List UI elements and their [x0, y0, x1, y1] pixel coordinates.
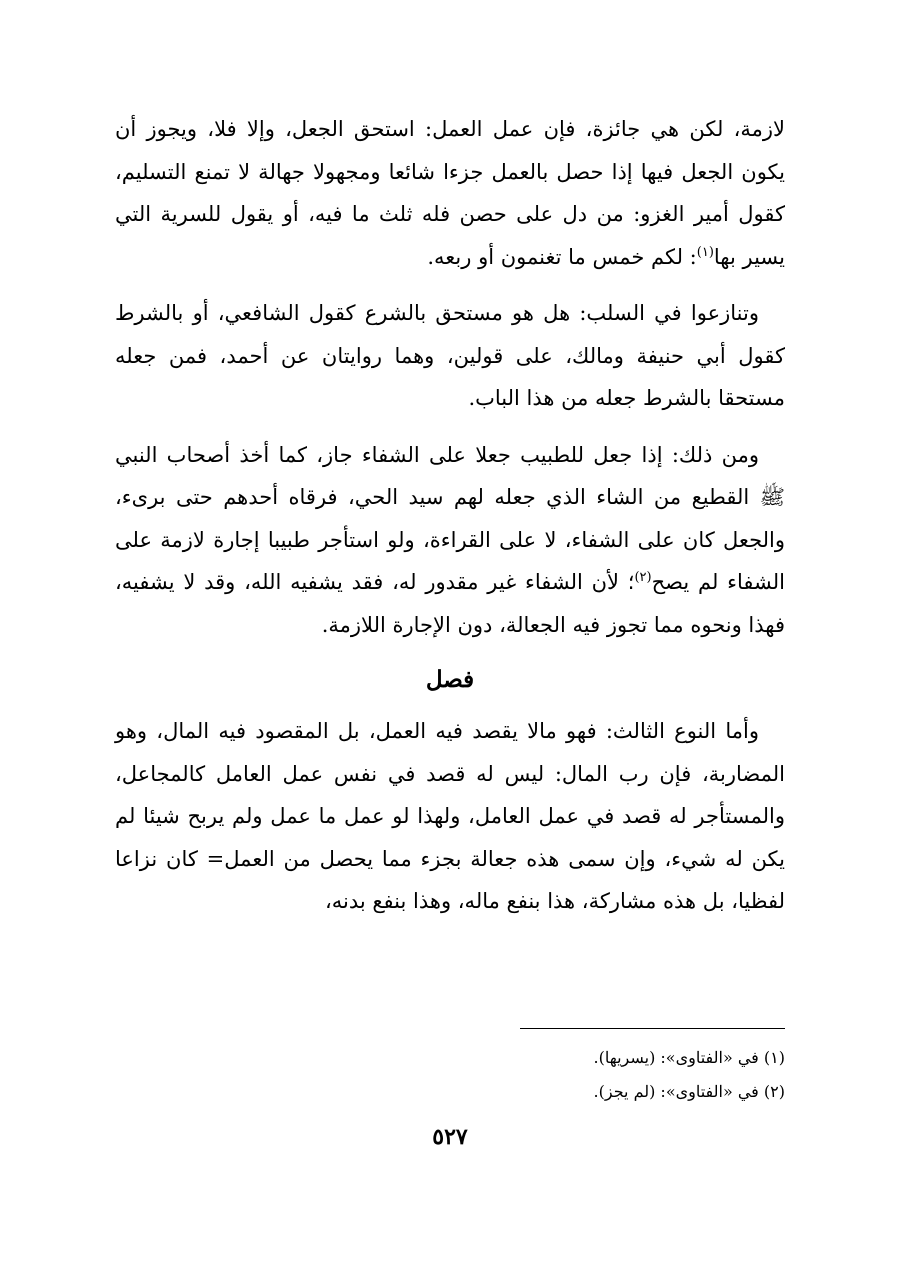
paragraph: وتنازعوا في السلب: هل هو مستحق بالشرع كقول الشافعي، أو بالشرط كقول أبي حنيفة ومالك، على قولين، وهما روايتان عن أحمد، فمن جعله مستحقا بالشرط جعله من هذا الباب. — [115, 301, 785, 410]
footnotes — [115, 1028, 785, 1109]
footnote-divider — [520, 1028, 785, 1029]
footnote-ref[interactable]: (١) — [696, 244, 714, 260]
section-heading: فصل — [425, 666, 475, 693]
page-number: ٥٢٧ — [432, 1124, 468, 1150]
paragraph-text: : لكم خمس ما تغنمون أو ربعه. — [427, 244, 697, 269]
paragraph-text: لازمة، لكن هي جائزة، فإن عمل العمل: استحق الجعل، وإلا فلا، ويجوز أن يكون الجعل فيها إذا حصل بالعمل جزءا شائعا ومجهولا جهالة لا تمنع التسليم، كقول أمير الغزو: من دل على حصن فله ثلث ما فيه، أو يقول للسرية التي يسير بها — [115, 117, 785, 269]
footnote: (١) في «الفتاوى»: (يسريها). — [593, 1048, 785, 1067]
paragraph — [115, 434, 785, 647]
paragraph-text: ؛ لأن الشفاء غير مقدور له، فقد يشفيه الله، وقد لا يشفيه، فهذا ونحوه مما تجوز فيه الجعالة، دون الإجارة اللازمة. — [115, 570, 785, 637]
footnote: (٢) في «الفتاوى»: (لم يجز). — [593, 1082, 785, 1101]
paragraph — [115, 108, 785, 278]
footnote-ref[interactable]: (٢) — [634, 570, 652, 585]
paragraph-text: ومن ذلك: إذا جعل للطبيب جعلا على الشفاء جاز، كما أخذ أصحاب النبي ﷺ القطيع من الشاء الذي جعله لهم سيد الحي، فرقاه أحدهم حتى برىء، والجعل كان على الشفاء، لا على القراءة، ولو استأجر طبيبا إجارة لازمة على الشفاء لم يصح — [115, 442, 785, 594]
paragraph: وأما النوع الثالث: فهو مالا يقصد فيه العمل، بل المقصود فيه المال، وهو المضاربة، فإن رب المال: ليس له قصد في نفس عمل العامل كالمجاعل، والمستأجر له قصد في عمل العامل، ولهذا لو عمل ما عمل ولم يربح شيئا لم يكن له شيء، وإن سمى هذه جعالة بجزء مما يحصل من العمل= كان نزاعا لفظيا، بل هذه مشاركة، هذا بنفع ماله، وهذا بنفع بدنه، — [115, 719, 785, 913]
